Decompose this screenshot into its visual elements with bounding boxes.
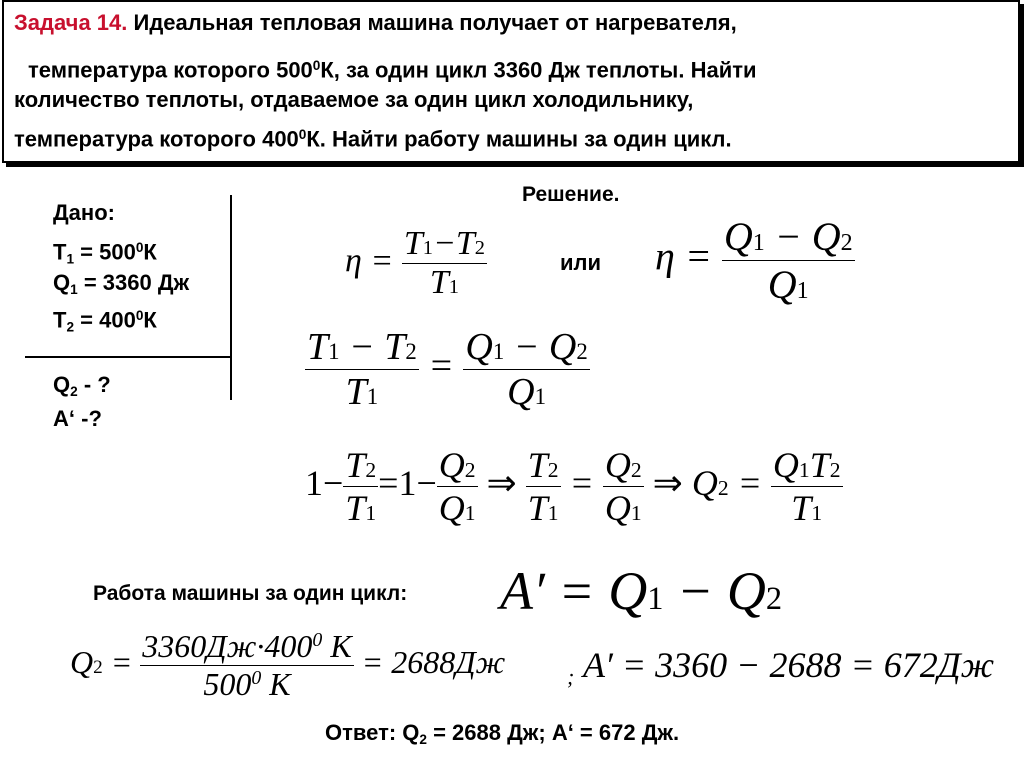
- q2-calculation: Q2 = $\frac{3360Дж\cdot 400^0 К}{500^0 К}$ = 2688Дж: [70, 628, 506, 702]
- calc-separator: ;: [567, 664, 575, 689]
- work-formula: A′ = Q1 − Q2: [500, 561, 783, 621]
- work-calculation: A′ = 3360 − 2688 = 672Дж: [583, 645, 995, 685]
- efficiency-equality: $\frac{T1 - T2}{T1}$ = $\frac{Q1 - Q2}{Q1}$: [307, 326, 588, 413]
- problem-label: Задача 14.: [14, 10, 128, 35]
- problem-text-1: Идеальная тепловая машина получает от нагревателя,: [133, 10, 737, 35]
- find-work: А‘ -?: [53, 406, 102, 431]
- efficiency-formula-heat: η = $\frac{Q1 - Q2}{Q1}$: [655, 214, 853, 307]
- find-q2: $Q_2$ - ?: [53, 372, 111, 400]
- problem-line-3: количество теплоты, отдаваемое за один цикл холодильнику,: [14, 87, 694, 112]
- given-t1: $T_1 = 500^0К$: [53, 239, 157, 267]
- problem-line-1: [14, 10, 737, 36]
- given-divider-horizontal: [25, 356, 231, 358]
- problem-statement-box: [2, 0, 1020, 163]
- derivation-chain: 1− $\frac{T2}{T1}$ =1− $\frac{Q2}{Q1}$ ⇒ $\frac{T2}{T1}$ = $\frac{Q2}{Q1}$ ⇒ Q2 = $\frac{Q1T2}{T1}$: [305, 445, 841, 528]
- efficiency-formula-temps: η = $\frac{T1-T2}{T1}$: [345, 225, 485, 301]
- problem-line-4: температура которого $400^0К$. Найти работу машины за один цикл.: [14, 126, 732, 152]
- given-q1: $Q_1 = 3360$ Дж: [53, 270, 190, 298]
- work-label: Работа машины за один цикл:: [93, 582, 408, 605]
- or-label: или: [560, 250, 602, 275]
- solution-title: Решение.: [522, 183, 620, 206]
- problem-line-2: температура которого $500^0К$, за один цикл 3360 Дж теплоты. Найти: [28, 57, 757, 83]
- answer: Ответ: $Q_2 = 2688$ Дж; А‘ = 672 Дж.: [325, 720, 680, 748]
- given-title: Дано:: [53, 200, 115, 225]
- given-divider-vertical: [230, 195, 232, 400]
- given-t2: $T_2 = 400^0К$: [53, 307, 157, 335]
- q2-result: = 2688Дж: [361, 643, 506, 680]
